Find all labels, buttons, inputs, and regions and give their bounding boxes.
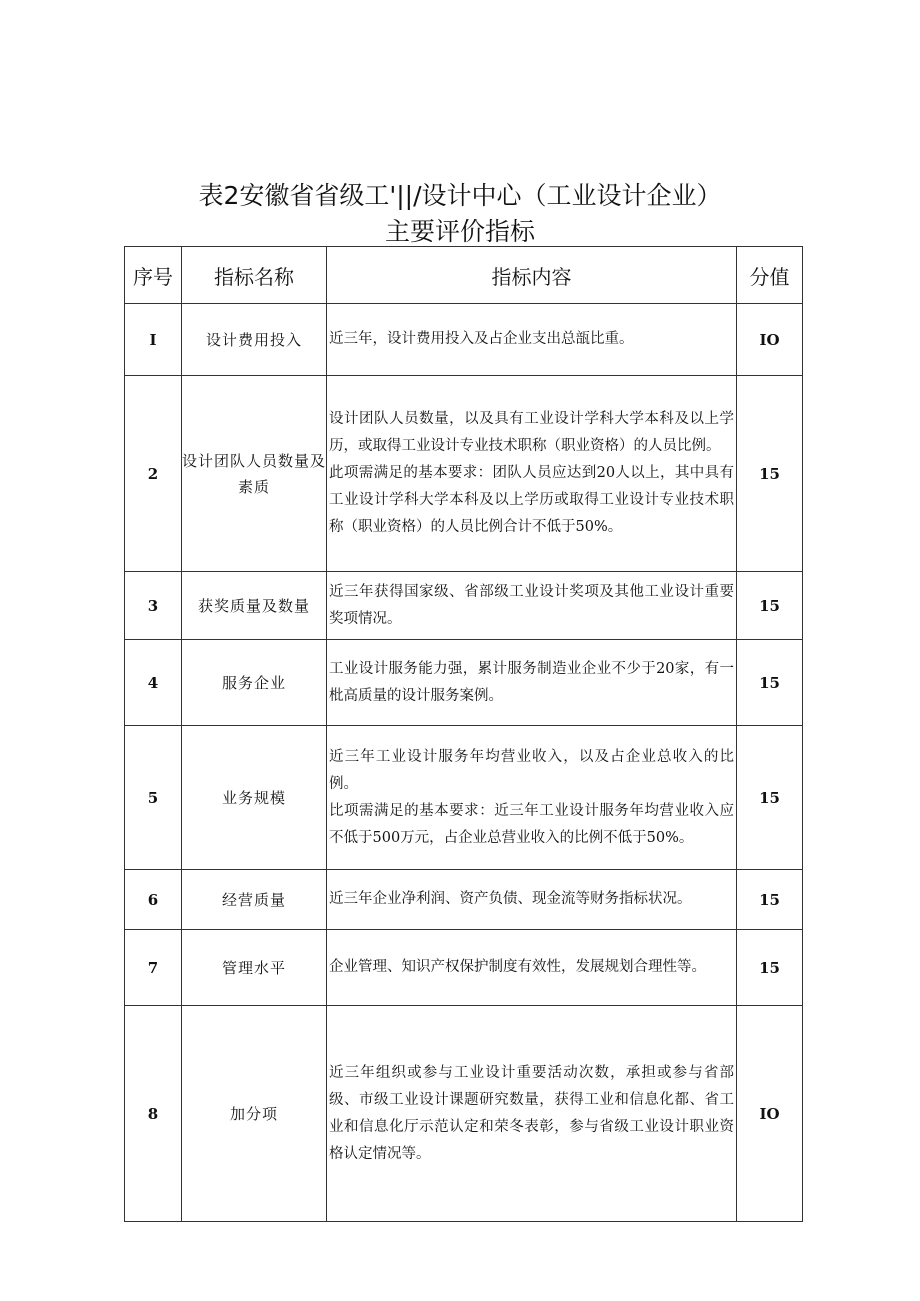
indicator-name: 服务企业 — [182, 640, 327, 726]
table-header-row — [125, 247, 803, 304]
table-row — [125, 1006, 803, 1222]
header-content: 指标内容 — [327, 247, 737, 304]
indicator-name: 加分项 — [182, 1006, 327, 1222]
table-row — [125, 376, 803, 572]
content-paragraph: 设计团队人员数量，以及具有工业设计学科大学本科及以上学历，或取得工业设计专业技术职称（职业资格）的人员比例。 — [329, 411, 734, 454]
content-paragraph: 工业设计服务能力强，累计服务制造业企业不少于20家，有一枇高质量的设计服务案例。 — [329, 660, 734, 704]
row-number: I — [125, 304, 182, 376]
content-paragraph: 比项需满足的基本要求：近三年工业设计服务年均营业收入应不低于500万元，占企业总营业收入的比例不低于50%。 — [329, 802, 734, 846]
table-row — [125, 726, 803, 870]
indicator-name: 管理水平 — [182, 930, 327, 1006]
evaluation-table — [124, 246, 803, 1222]
indicator-content — [327, 726, 737, 870]
row-number: 3 — [125, 572, 182, 640]
content-paragraph: 此项需满足的基本要求：团队人员应达到20人以上，其中具有工业设计学科大学本科及以上学历或取得工业设计专业技术职称（职业资格）的人员比例合计不低于50%。 — [329, 465, 734, 535]
table-row — [125, 870, 803, 930]
content-paragraph: 近三年，设计费用投入及占企业支出总瓿比重。 — [329, 331, 634, 347]
header-no: 序号 — [125, 247, 182, 304]
content-paragraph: 近三年获得国家级、省部级工业设计奖项及其他工业设计重要奖项情况。 — [329, 583, 734, 627]
indicator-name: 经营质量 — [182, 870, 327, 930]
content-paragraph: 近三年组织或参与工业设计重要活动次数，承担或参与省部级、市级工业设计课题研究数量，获得工业和信息化都、省工业和信息化厅示范认定和荣冬表彰，参与省级工业设计职业资格认定情况等。 — [329, 1064, 734, 1162]
indicator-name: 业务规模 — [182, 726, 327, 870]
indicator-score: 15 — [737, 930, 803, 1006]
row-number: 4 — [125, 640, 182, 726]
table-row — [125, 930, 803, 1006]
indicator-content — [327, 572, 737, 640]
row-number: 6 — [125, 870, 182, 930]
indicator-name: 设计费用投入 — [182, 304, 327, 376]
table-row — [125, 304, 803, 376]
row-number: 2 — [125, 376, 182, 572]
row-number: 7 — [125, 930, 182, 1006]
row-number: 8 — [125, 1006, 182, 1222]
row-number: 5 — [125, 726, 182, 870]
indicator-score: 15 — [737, 726, 803, 870]
document-subtitle: 主要评价指标 — [384, 217, 535, 246]
header-name: 指标名称 — [182, 247, 327, 304]
table-row — [125, 640, 803, 726]
content-paragraph: 近三年工业设计服务年均营业收入，以及占企业总收入的比例。 — [329, 748, 734, 792]
indicator-content — [327, 1006, 737, 1222]
content-paragraph: 企业管理、知识产权保护制度有效性，发展规划合理性等。 — [329, 959, 706, 975]
indicator-score: 15 — [737, 376, 803, 572]
indicator-content — [327, 870, 737, 930]
indicator-content — [327, 304, 737, 376]
indicator-score: 15 — [737, 870, 803, 930]
document-title: 表2安徽省省级工'||/设计中心（工业设计企业） — [198, 181, 722, 210]
indicator-score: 15 — [737, 572, 803, 640]
indicator-content — [327, 930, 737, 1006]
indicator-name: 获奖质量及数量 — [182, 572, 327, 640]
indicator-score: IO — [737, 304, 803, 376]
indicator-content — [327, 640, 737, 726]
indicator-name: 设计团队人员数量及素质 — [182, 376, 327, 572]
header-score: 分值 — [737, 247, 803, 304]
indicator-score: 15 — [737, 640, 803, 726]
indicator-score: IO — [737, 1006, 803, 1222]
indicator-content — [327, 376, 737, 572]
table-row — [125, 572, 803, 640]
content-paragraph: 近三年企业净利润、资产负债、现金流等财务指标状况。 — [329, 891, 692, 907]
